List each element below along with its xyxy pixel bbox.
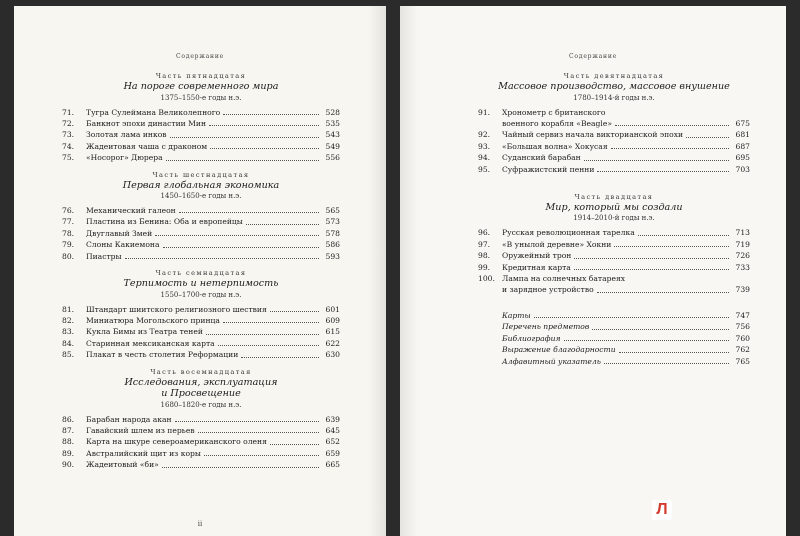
entry-number: 73.	[62, 130, 75, 140]
toc-entry	[478, 141, 750, 152]
part-title: Исследования, эксплуатация	[124, 376, 278, 388]
entry-title: Выражение благодарности	[502, 345, 616, 355]
entry-title: Тугра Сулеймана Великолепного	[86, 107, 221, 117]
entry-title: «В унылой деревне» Хокни	[502, 239, 612, 249]
entry-page: 765	[735, 356, 750, 366]
entry-title: Чайный сервиз начала викторианской эпохи	[502, 130, 684, 140]
entry-title: Слоны Какиемона	[86, 240, 160, 250]
entry-title: Плакат в честь столетия Реформации	[86, 350, 239, 360]
entry-number: 74.	[62, 141, 75, 151]
gutter-shadow	[368, 6, 386, 536]
part-label: Часть пятнадцатая	[155, 72, 247, 80]
entry-page: 593	[325, 251, 340, 261]
toc-entry	[478, 129, 750, 140]
entry-title: Карта на шкуре североамериканского оленя	[86, 437, 267, 447]
part-dates: 1550–1700-е годы н.э.	[160, 290, 242, 299]
entry-number: 97.	[478, 239, 491, 249]
toc-entry	[62, 239, 340, 250]
dot-leader	[223, 114, 319, 115]
entry-page: 762	[735, 345, 750, 355]
entry-page: 549	[325, 141, 340, 151]
entry-page: 652	[325, 437, 340, 447]
dot-leader	[163, 247, 320, 248]
part-dates: 1680–1820-е годы н.э.	[160, 400, 242, 409]
entry-title: Пиастры	[86, 251, 122, 261]
back-matter-entry	[502, 321, 750, 332]
part-title: Массовое производство, массовое внушение	[498, 81, 730, 92]
toc-part	[478, 193, 750, 296]
back-matter-entry	[502, 333, 750, 344]
entry-page: 573	[325, 217, 340, 227]
entry-page: 733	[735, 262, 750, 272]
dot-leader	[564, 340, 730, 341]
toc-left-content	[62, 72, 340, 478]
entry-page: 630	[325, 350, 340, 360]
part-title: Мир, который мы создали	[545, 201, 683, 213]
entry-number: 85.	[62, 350, 75, 360]
dot-leader	[241, 357, 319, 358]
entry-title: Пластина из Бенина: Оба и европейцы	[86, 217, 243, 227]
dot-leader	[611, 148, 729, 149]
entry-page: 695	[735, 153, 750, 163]
entry-page: 703	[735, 164, 750, 174]
entry-number: 75.	[62, 153, 75, 163]
entry-title: Миниатюра Могольского принца	[86, 315, 220, 325]
dot-leader	[534, 317, 729, 318]
right-page	[400, 6, 786, 536]
entry-page: 528	[325, 107, 340, 117]
dot-leader	[206, 334, 319, 335]
entry-page: 687	[735, 141, 750, 151]
entry-number: 87.	[62, 426, 75, 435]
entry-number: 82.	[62, 315, 75, 325]
entry-title: Старинная мексиканская карта	[86, 338, 215, 348]
part-dates: 1780–1914-й годы н.э.	[573, 93, 655, 102]
entry-title: и зарядное устройство	[502, 285, 594, 295]
part-title: На пороге современного мира	[123, 81, 279, 92]
toc-entry	[62, 436, 340, 447]
dot-leader	[179, 212, 319, 213]
dot-leader	[175, 421, 319, 422]
entry-title: Русская революционная тарелка	[502, 228, 635, 238]
entry-number: 77.	[62, 217, 75, 227]
dot-leader	[614, 246, 729, 247]
entry-title: Суданский барабан	[502, 153, 581, 163]
part-dates: 1375–1550-е годы н.э.	[160, 93, 242, 102]
gutter-shadow	[400, 6, 418, 536]
publisher-logo: Л	[652, 500, 672, 520]
entry-number: 76.	[62, 206, 75, 216]
dot-leader	[210, 148, 319, 149]
entry-number: 100.	[478, 274, 495, 284]
entry-page: 747	[735, 310, 750, 320]
toc-entry	[62, 216, 340, 227]
entry-number: 81.	[62, 304, 75, 314]
toc-entry	[62, 304, 340, 315]
toc-entry	[62, 315, 340, 326]
left-page	[14, 6, 386, 536]
dot-leader	[270, 444, 319, 445]
entry-page: 713	[735, 228, 750, 238]
dot-leader	[574, 258, 729, 259]
dot-leader	[204, 455, 319, 456]
entry-page: 659	[325, 448, 340, 458]
part-label: Часть семнадцатая	[155, 269, 247, 278]
entry-title: Двуглавый Змей	[86, 228, 153, 238]
entry-page: 645	[325, 426, 340, 435]
entry-title: Оружейный трон	[502, 251, 572, 261]
toc-entry	[62, 326, 340, 337]
entry-number: 71.	[62, 107, 75, 117]
toc-entry	[478, 262, 750, 273]
entry-title: военного корабля «Beagle»	[502, 118, 612, 128]
dot-leader	[209, 125, 319, 126]
entry-page: 535	[325, 118, 340, 128]
entry-page: 719	[735, 239, 750, 249]
toc-entry	[62, 228, 340, 239]
entry-title: «Большая волна» Хокусая	[502, 141, 608, 151]
entry-title: Кредитная карта	[502, 262, 571, 272]
toc-part	[62, 368, 340, 471]
toc-entry	[478, 152, 750, 163]
page-number: ii	[197, 520, 203, 528]
toc-right-content	[478, 72, 750, 367]
dot-leader	[619, 352, 729, 353]
toc-entry	[478, 273, 750, 284]
dot-leader	[125, 258, 319, 259]
entry-title: Золотая лама инков	[86, 130, 167, 140]
part-title: и Просвещение	[161, 388, 241, 400]
entry-page: 586	[325, 240, 340, 250]
part-title: Терпимость и нетерпимость	[123, 278, 279, 290]
entry-number: 98.	[478, 251, 491, 261]
dot-leader	[615, 125, 729, 126]
entry-page: 665	[325, 460, 340, 470]
entry-page: 556	[325, 153, 340, 163]
part-dates: 1914–2010-й годы н.э.	[573, 214, 655, 223]
entry-page: 609	[325, 315, 340, 325]
entry-page: 622	[325, 338, 340, 348]
entry-number: 80.	[62, 251, 75, 261]
toc-entry	[478, 239, 750, 250]
part-title: Первая глобальная экономика	[122, 179, 280, 191]
toc-entry	[62, 349, 340, 360]
entry-title: Жадеитовый «би»	[86, 460, 159, 470]
entry-number: 78.	[62, 228, 75, 238]
dot-leader	[597, 171, 729, 172]
entry-title: Гавайский шлем из перьев	[86, 426, 195, 435]
toc-entry	[62, 251, 340, 262]
entry-title: Австралийский щит из коры	[86, 448, 201, 458]
toc-entry	[62, 129, 340, 140]
back-matter-list	[478, 310, 750, 367]
entry-number: 86.	[62, 414, 75, 424]
entry-page: 681	[735, 130, 750, 140]
toc-entry	[62, 141, 340, 152]
dot-leader	[604, 363, 729, 364]
entry-number: 95.	[478, 164, 491, 174]
toc-part	[62, 72, 340, 164]
back-matter-entry	[502, 344, 750, 355]
toc-entry	[62, 118, 340, 129]
entry-title: Кукла Бимы из Театра теней	[86, 327, 203, 337]
dot-leader	[198, 432, 319, 433]
dot-leader	[155, 235, 319, 236]
entry-title: Жадеитовая чаша с драконом	[86, 141, 208, 151]
toc-entry	[478, 118, 750, 129]
toc-entry	[478, 164, 750, 175]
toc-entry	[478, 227, 750, 238]
toc-part	[62, 171, 340, 263]
part-dates: 1450–1650-е годы н.э.	[160, 192, 242, 201]
entry-page: 601	[325, 304, 340, 314]
entry-number: 88.	[62, 437, 75, 447]
toc-entry	[62, 425, 340, 436]
part-label: Часть девятнадцатая	[563, 72, 665, 80]
dot-leader	[166, 160, 319, 161]
dot-leader	[686, 137, 729, 138]
part-label: Часть шестнадцатая	[152, 170, 250, 179]
entry-title: Хронометр с британского	[502, 107, 606, 117]
toc-entry	[62, 459, 340, 470]
toc-part	[62, 269, 340, 361]
entry-title: Штандарт шиитского религиозного шествия	[86, 304, 267, 314]
toc-entry	[62, 338, 340, 349]
entry-page: 739	[735, 285, 750, 295]
toc-entry	[62, 107, 340, 118]
entry-title: Карты	[502, 310, 531, 320]
dot-leader	[170, 137, 319, 138]
entry-page: 726	[735, 251, 750, 261]
entry-number: 99.	[478, 262, 491, 272]
toc-entry	[62, 448, 340, 459]
entry-number: 92.	[478, 130, 491, 140]
entry-page: 578	[325, 228, 340, 238]
dot-leader	[638, 235, 729, 236]
entry-title: Перечень предметов	[502, 322, 590, 332]
entry-title: Лампа на солнечных батареях	[502, 274, 626, 284]
entry-page: 615	[325, 327, 340, 337]
running-head: Содержание	[569, 53, 617, 60]
dot-leader	[218, 345, 319, 346]
entry-title: Банкнот эпохи династии Мин	[86, 118, 207, 128]
entry-page: 756	[735, 322, 750, 332]
dot-leader	[597, 292, 729, 293]
dot-leader	[584, 160, 729, 161]
entry-title: Механический галеон	[86, 206, 176, 216]
entry-title: Барабан народа акан	[86, 414, 172, 424]
entry-title: «Носорог» Дюрера	[86, 153, 163, 163]
entry-page: 639	[325, 414, 340, 424]
entry-number: 90.	[62, 460, 75, 470]
dot-leader	[574, 269, 729, 270]
toc-entry	[478, 107, 750, 118]
entry-number: 93.	[478, 141, 491, 151]
entry-number: 79.	[62, 240, 75, 250]
dot-leader	[270, 311, 319, 312]
part-label: Часть восемнадцатая	[150, 367, 252, 376]
dot-leader	[246, 224, 319, 225]
dot-leader	[162, 467, 319, 468]
entry-page: 565	[325, 206, 340, 216]
part-label: Часть двадцатая	[574, 192, 654, 201]
entry-number: 91.	[478, 107, 491, 117]
dot-leader	[223, 322, 319, 323]
entry-number: 83.	[62, 327, 75, 337]
entry-number: 84.	[62, 338, 75, 348]
running-head: Содержание	[176, 53, 224, 60]
toc-entry	[478, 284, 750, 295]
entry-title: Библиография	[502, 333, 561, 343]
entry-page: 760	[735, 333, 750, 343]
entry-page: 675	[735, 118, 750, 128]
back-matter-entry	[502, 310, 750, 321]
toc-entry	[62, 152, 340, 163]
back-matter-entry	[502, 356, 750, 367]
dot-leader	[592, 329, 729, 330]
entry-number: 72.	[62, 118, 75, 128]
toc-entry	[62, 414, 340, 425]
toc-entry	[478, 250, 750, 261]
entry-title: Алфавитный указатель	[502, 356, 601, 366]
entry-number: 89.	[62, 448, 75, 458]
entry-number: 96.	[478, 228, 491, 238]
entry-page: 543	[325, 130, 340, 140]
toc-part	[478, 72, 750, 175]
entry-number: 94.	[478, 153, 491, 163]
entry-title: Суфражистский пенни	[502, 164, 595, 174]
toc-entry	[62, 205, 340, 216]
